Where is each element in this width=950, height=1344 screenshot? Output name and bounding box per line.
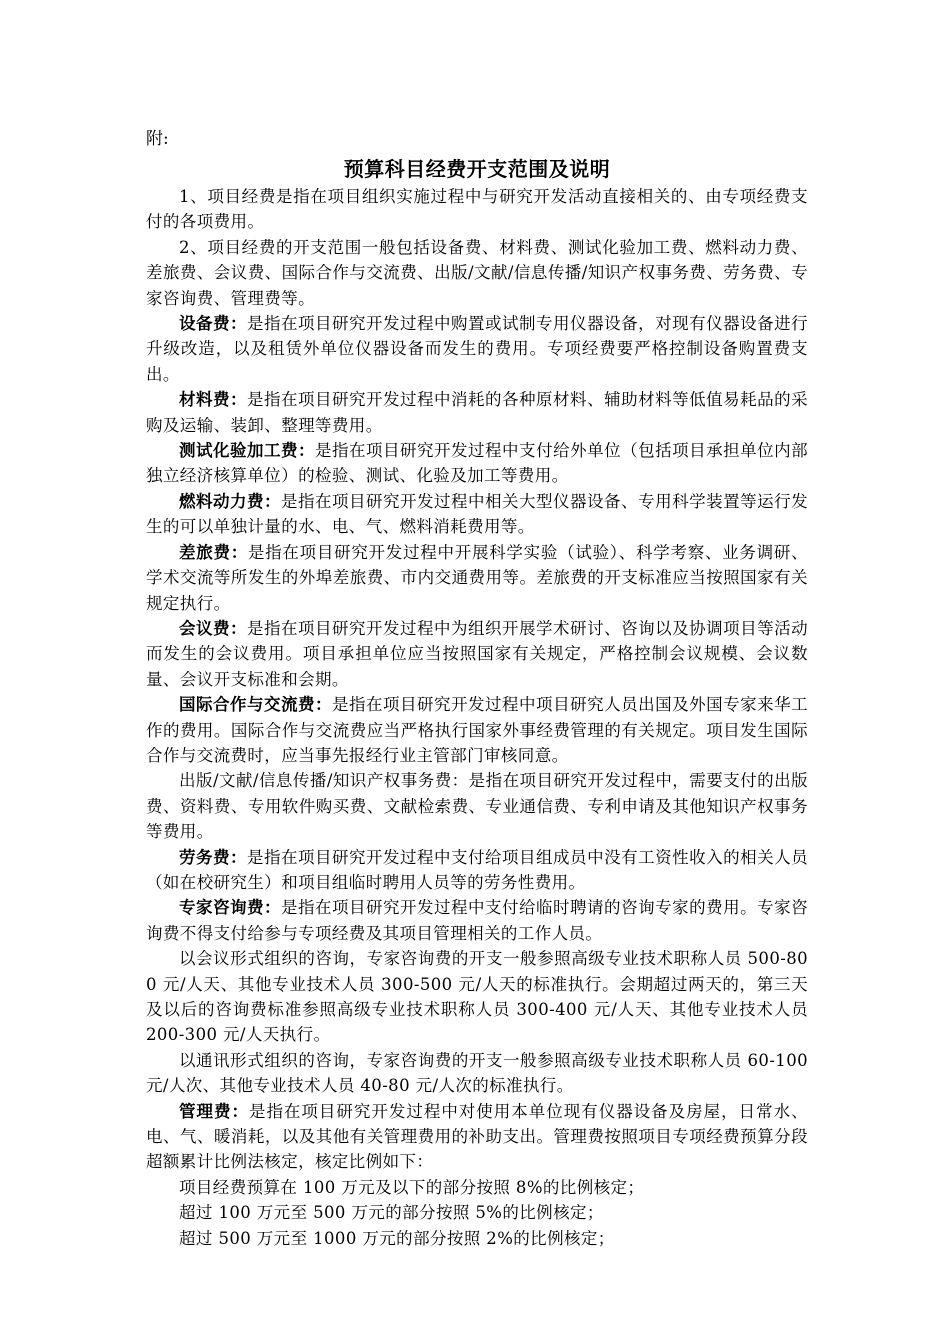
attachment-label: 附: bbox=[146, 129, 169, 149]
paragraph-equipment bbox=[146, 311, 808, 387]
paragraph-text: 超过 100 万元至 500 万元的部分按照 5%的比例核定； bbox=[179, 1203, 604, 1223]
paragraph-text: 是指在项目研究开发过程中购置或试制专用仪器设备，对现有仪器设备进行升级改造，以及租赁外单位仪器设备而发生的费用。专项经费要严格控制设备购置费支出。 bbox=[146, 314, 808, 384]
paragraph-text: 1、项目经费是指在项目组织实施过程中与研究开发活动直接相关的、由专项经费支付的各项费用。 bbox=[146, 187, 808, 232]
paragraph-publication bbox=[146, 768, 808, 844]
document-title: 预算科目经费开支范围及说明 bbox=[343, 157, 611, 181]
paragraph-term: 差旅费： bbox=[179, 542, 248, 562]
paragraph-travel bbox=[146, 540, 808, 616]
paragraph-text: 是指在项目研究开发过程中项目研究人员出国及外国专家来华工作的费用。国际合作与交流费应当严格执行国家外事经费管理的有关规定。项目发生国际合作与交流费时，应当事先报经行业主管部门审核同意。 bbox=[146, 695, 808, 765]
paragraph-rate-tier-1 bbox=[146, 1175, 808, 1200]
paragraph-text: 是指在项目研究开发过程中相关大型仪器设备、专用科学装置等运行发生的可以单独计量的水、电、气、燃料消耗费用等。 bbox=[146, 491, 808, 537]
paragraph-expert-remote bbox=[146, 1048, 808, 1099]
paragraph-text: 项目经费预算在 100 万元及以下的部分按照 8%的比例核定； bbox=[179, 1177, 645, 1197]
paragraph-meeting bbox=[146, 616, 808, 692]
paragraph-term: 材料费： bbox=[179, 390, 248, 410]
paragraph-labor bbox=[146, 845, 808, 896]
paragraph-text: 是指在项目研究开发过程中支付给外单位（包括项目承担单位内部独立经济核算单位）的检验、测试、化验及加工等费用。 bbox=[146, 441, 808, 486]
paragraph-testing bbox=[146, 438, 808, 489]
paragraph-term: 劳务费： bbox=[179, 847, 248, 867]
paragraph-text: 超过 500 万元至 1000 万元的部分按照 2%的比例核定； bbox=[179, 1228, 615, 1248]
paragraph-expert-meeting bbox=[146, 946, 808, 1048]
paragraph-text: 是指在项目研究开发过程中消耗的各种原材料、辅助材料等低值易耗品的采购及运输、装卸、整理等费用。 bbox=[146, 390, 808, 435]
paragraph-text: 是指在项目研究开发过程中支付给项目组成员中没有工资性收入的相关人员（如在校研究生）和项目组临时聘用人员等的劳务性费用。 bbox=[146, 847, 808, 892]
paragraph-text: 出版/文献/信息传播/知识产权事务费：是指在项目研究开发过程中，需要支付的出版费、资料费、专用软件购买费、文献检索费、专业通信费、专利申请及其他知识产权事务等费用。 bbox=[146, 771, 808, 842]
paragraph-international bbox=[146, 692, 808, 768]
paragraph-text: 是指在项目研究开发过程中开展科学实验（试验）、科学考察、业务调研、学术交流等所发生的外埠差旅费、市内交通费用等。差旅费的开支标准应当按照国家有关规定执行。 bbox=[146, 542, 808, 613]
paragraph-text: 2、项目经费的开支范围一般包括设备费、材料费、测试化验加工费、燃料动力费、差旅费、会议费、国际合作与交流费、出版/文献/信息传播/知识产权事务费、劳务费、专家咨询费、管理费等。 bbox=[146, 237, 808, 308]
paragraph-materials bbox=[146, 387, 808, 438]
document-page bbox=[146, 126, 808, 1251]
paragraph-item-contains bbox=[146, 184, 808, 235]
paragraph-term: 管理费： bbox=[179, 1101, 249, 1121]
paragraph-scope bbox=[146, 235, 808, 311]
paragraph-rate-tier-2 bbox=[146, 1200, 808, 1225]
paragraph-expert bbox=[146, 895, 808, 946]
paragraph-management bbox=[146, 1099, 808, 1175]
paragraph-term: 设备费： bbox=[179, 314, 248, 334]
paragraph-term: 会议费： bbox=[179, 618, 248, 638]
paragraph-term: 专家咨询费： bbox=[179, 898, 282, 918]
paragraph-text: 是指在项目研究开发过程中对使用本单位现有仪器设备及房屋，日常水、电、气、暖消耗，以及其他有关管理费用的补助支出。管理费按照项目专项经费预算分段超额累计比例法核定，核定比例如下： bbox=[146, 1101, 808, 1172]
paragraph-text: 是指在项目研究开发过程中为组织开展学术研讨、咨询以及协调项目等活动而发生的会议费用。项目承担单位应当按照国家有关规定，严格控制会议规模、会议数量、会议开支标准和会期。 bbox=[146, 618, 808, 689]
paragraph-rate-tier-3 bbox=[146, 1226, 808, 1251]
paragraph-term: 国际合作与交流费： bbox=[179, 695, 333, 715]
paragraph-text: 以会议形式组织的咨询，专家咨询费的开支一般参照高级专业技术职称人员 500-800 元/人天、其他专业技术人员 300-500 元/人天的标准执行。会期超过两天的，第三天及以后的咨询费标准参照高级专业技术职称人员 300-400 元/人天、其他专业技术人员 200-300 元/人天执行。 bbox=[146, 949, 808, 1045]
paragraph-text: 以通讯形式组织的咨询，专家咨询费的开支一般参照高级专业技术职称人员 60-100 元/人次、其他专业技术人员 40-80 元/人次的标准执行。 bbox=[146, 1050, 808, 1096]
paragraph-term: 测试化验加工费： bbox=[179, 441, 316, 461]
paragraph-fuel-power bbox=[146, 489, 808, 540]
document-body bbox=[146, 184, 808, 1251]
paragraph-term: 燃料动力费： bbox=[179, 491, 282, 511]
paragraph-text: 是指在项目研究开发过程中支付给临时聘请的咨询专家的费用。专家咨询费不得支付给参与专项经费及其项目管理相关的工作人员。 bbox=[146, 898, 808, 943]
